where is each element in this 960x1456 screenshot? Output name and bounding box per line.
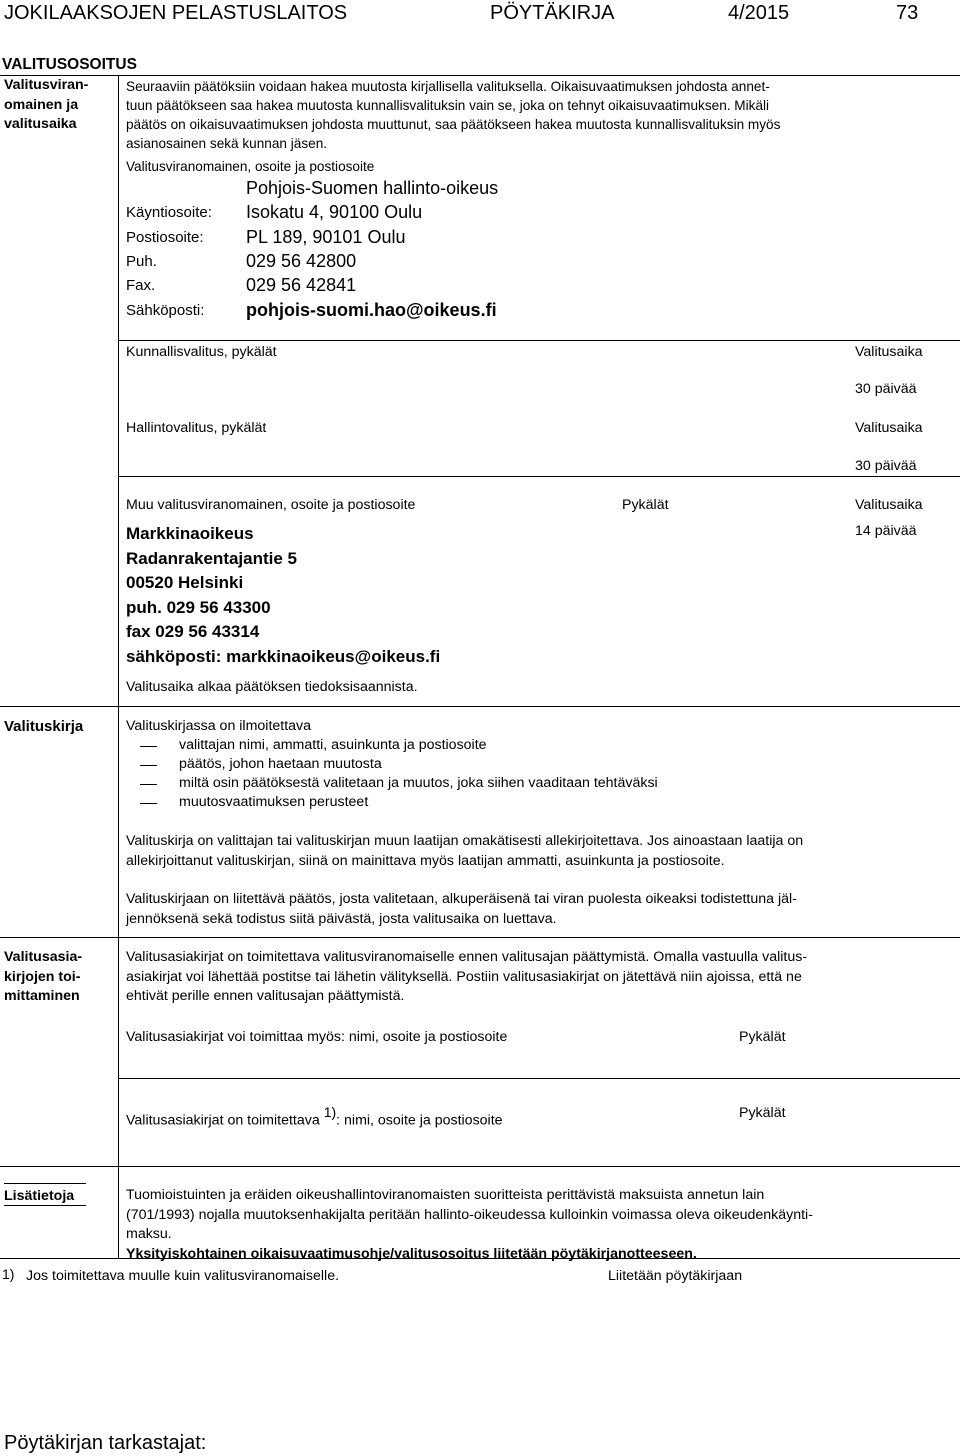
required-delivery-text: : nimi, osoite ja postiosoite: [336, 1112, 503, 1129]
municipal-appeal-label: Kunnallisvalitus, pykälät: [126, 344, 277, 360]
other-authority-address: [126, 522, 440, 670]
side-label-line: mittaminen: [4, 988, 80, 1004]
authority-name: Pohjois-Suomen hallinto-oikeus: [246, 178, 499, 198]
other-authority-street: Radanrakentajantie 5: [126, 548, 298, 568]
admin-appeal-label: Hallintovalitus, pykälät: [126, 420, 267, 436]
side-label-delivery: [4, 948, 82, 1007]
side-label-appeal-authority: [4, 76, 88, 135]
signature-line: Valituskirja on valittajan tai valituskirjan muun laatijan omakätisesti allekirjoitettava. Jos ainoastaan laatija on: [126, 833, 804, 849]
side-label-box-bottom: [4, 1205, 86, 1206]
additional-bold-note: Yksityiskohtainen oikaisuvaatimusohje/valitusosoitus liitetään pöytäkirjanotteeseen.: [126, 1245, 697, 1262]
delivery-paragraph: [126, 948, 807, 1007]
divider-delivery-inner: [118, 1078, 960, 1079]
additional-paragraph: [126, 1186, 813, 1264]
header-doc-type: PÖYTÄKIRJA: [490, 2, 615, 24]
additional-line: Tuomioistuinten ja eräiden oikeushallintoviranomaisten suoritteista perittävistä maksuista annetun lain: [126, 1187, 765, 1203]
email-label: Sähköposti:: [126, 302, 205, 319]
side-label-appeal-letter: Valituskirja: [4, 718, 84, 735]
delivery-line: ehtivät perille ennen valitusajan päättymistä.: [126, 988, 405, 1004]
divider-additional: [0, 1166, 960, 1167]
other-time-label: Valitusaika: [855, 497, 923, 513]
dash-bullet: [140, 784, 157, 785]
signature-paragraph: [126, 832, 803, 871]
reviewers-label: Pöytäkirjan tarkastajat:: [4, 1432, 207, 1454]
fax-label: Fax.: [126, 277, 156, 294]
divider-after-admin: [118, 476, 960, 477]
municipal-time-label: Valitusaika: [855, 344, 923, 360]
side-label-additional: Lisätietoja: [4, 1188, 75, 1204]
intro-line: asianosainen sekä kunnan jäsen.: [126, 136, 328, 151]
required-delivery-sections: Pykälät: [739, 1105, 786, 1121]
fax-value: 029 56 42841: [246, 275, 357, 295]
side-label-line: kirjojen toi-: [4, 968, 81, 985]
intro-line: Seuraaviin päätöksiin voidaan hakea muutosta kirjallisella valituksella. Oikaisuvaatimuksen johdosta annet-: [126, 79, 770, 94]
appeal-letter-item: miltä osin päätöksestä valitetaan ja muutos, joka siihen vaaditaan tehtäväksi: [179, 775, 658, 791]
other-sections-label: Pykälät: [622, 497, 669, 513]
attachment-paragraph: [126, 890, 797, 929]
appeal-letter-item: päätös, johon haetaan muutosta: [179, 756, 382, 772]
required-delivery-text: Valitusasiakirjat on toimitettava: [126, 1112, 320, 1129]
post-address-label: Postiosoite:: [126, 229, 204, 246]
admin-time-label: Valitusaika: [855, 420, 923, 436]
attachment-line: Valituskirjaan on liitettävä päätös, josta valitetaan, alkuperäisenä tai viran puolesta oikeaksi todistettuna jäl-: [126, 891, 797, 907]
appeal-start-note: Valitusaika alkaa päätöksen tiedoksisaannista.: [126, 679, 418, 695]
intro-line: tuun päätökseen saa hakea muutosta kunnallisvalituksin vain se, joka on tehnyt oikaisuvaatimuksen. Mikäli: [126, 98, 770, 113]
footnote-attach: Liitetään pöytäkirjaan: [608, 1268, 743, 1284]
other-authority-name: Markkinaoikeus: [126, 524, 254, 543]
page-title: VALITUSOSOITUS: [2, 56, 137, 73]
side-label-line: Valitusviran-: [4, 77, 89, 93]
email-value: pohjois-suomi.hao@oikeus.fi: [246, 300, 497, 320]
other-authority-email: sähköposti: markkinaoikeus@oikeus.fi: [126, 646, 441, 666]
visit-address-value: Isokatu 4, 90100 Oulu: [246, 202, 423, 222]
alt-delivery-label: Valitusasiakirjat voi toimittaa myös: nimi, osoite ja postiosoite: [126, 1029, 508, 1045]
appeal-letter-intro: Valituskirjassa on ilmoitettava: [126, 718, 312, 734]
header-doc-number: 4/2015: [728, 2, 790, 24]
header-org: JOKILAAKSOJEN PELASTUSLAITOS: [4, 2, 348, 24]
footnote-marker: 1): [323, 1104, 337, 1120]
required-delivery-label: [126, 1106, 503, 1129]
municipal-time-value: 30 päivää: [855, 381, 917, 397]
delivery-line: asiakirjat voi lähettää postitse tai lähetin välityksellä. Postiin valitusasiakirjat on jätettävä niin ajoissa, että ne: [126, 968, 802, 985]
attachment-line: jennöksenä sekä todistus siitä päivästä, josta valitusaika on luettava.: [126, 910, 557, 927]
other-authority-fax: fax 029 56 43314: [126, 622, 260, 642]
side-label-line: valitusaika: [4, 116, 77, 132]
authority-heading: Valitusviranomainen, osoite ja postiosoite: [126, 159, 375, 174]
alt-delivery-sections: Pykälät: [739, 1029, 786, 1045]
additional-line: maksu.: [126, 1226, 172, 1242]
delivery-line: Valitusasiakirjat on toimitettava valitusviranomaiselle ennen valitusajan päättymistä. Omalla vastuulla valitus-: [126, 949, 808, 965]
footnote-marker: 1): [2, 1266, 15, 1282]
appeal-letter-item: muutosvaatimuksen perusteet: [179, 794, 369, 810]
dash-bullet: [140, 803, 157, 804]
header-page-number: 73: [896, 2, 919, 24]
admin-time-value: 30 päivää: [855, 458, 917, 474]
phone-value: 029 56 42800: [246, 251, 357, 271]
phone-label: Puh.: [126, 253, 157, 270]
divider-delivery: [0, 937, 960, 938]
appeal-letter-item: valittajan nimi, ammatti, asuinkunta ja postiosoite: [179, 737, 487, 753]
frame-top-line: [0, 75, 960, 76]
visit-address-label: Käyntiosoite:: [126, 204, 212, 221]
side-label-line: omainen ja: [4, 96, 79, 113]
post-address-value: PL 189, 90101 Oulu: [246, 227, 406, 247]
other-authority-phone: puh. 029 56 43300: [126, 597, 271, 617]
signature-line: allekirjoittanut valituskirjan, siinä on mainittava myös laatijan ammatti, asuinkunta ja postiosoite.: [126, 852, 725, 869]
intro-line: päätös on oikaisuvaatimuksen johdosta muuttunut, saa päätökseen hakea muutosta kunnallisvalituksin myös: [126, 117, 781, 132]
footnote-text: Jos toimitettava muulle kuin valitusviranomaiselle.: [26, 1268, 340, 1284]
other-time-value: 14 päivää: [855, 523, 917, 539]
divider-after-email: [118, 340, 960, 341]
dash-bullet: [140, 765, 157, 766]
intro-paragraph: [126, 77, 780, 153]
other-authority-heading: Muu valitusviranomainen, osoite ja postiosoite: [126, 497, 416, 513]
other-authority-city: 00520 Helsinki: [126, 573, 244, 593]
frame-vertical-line: [118, 75, 119, 1258]
side-label-line: Valitusasia-: [4, 949, 83, 965]
divider-appeal-letter: [0, 706, 960, 707]
additional-line: (701/1993) nojalla muutoksenhakijalta peritään hallinto-oikeudessa kulloinkin voimassa oleva oikeudenkäynti-: [126, 1206, 813, 1223]
side-label-box-top: [4, 1183, 86, 1184]
dash-bullet: [140, 746, 157, 747]
